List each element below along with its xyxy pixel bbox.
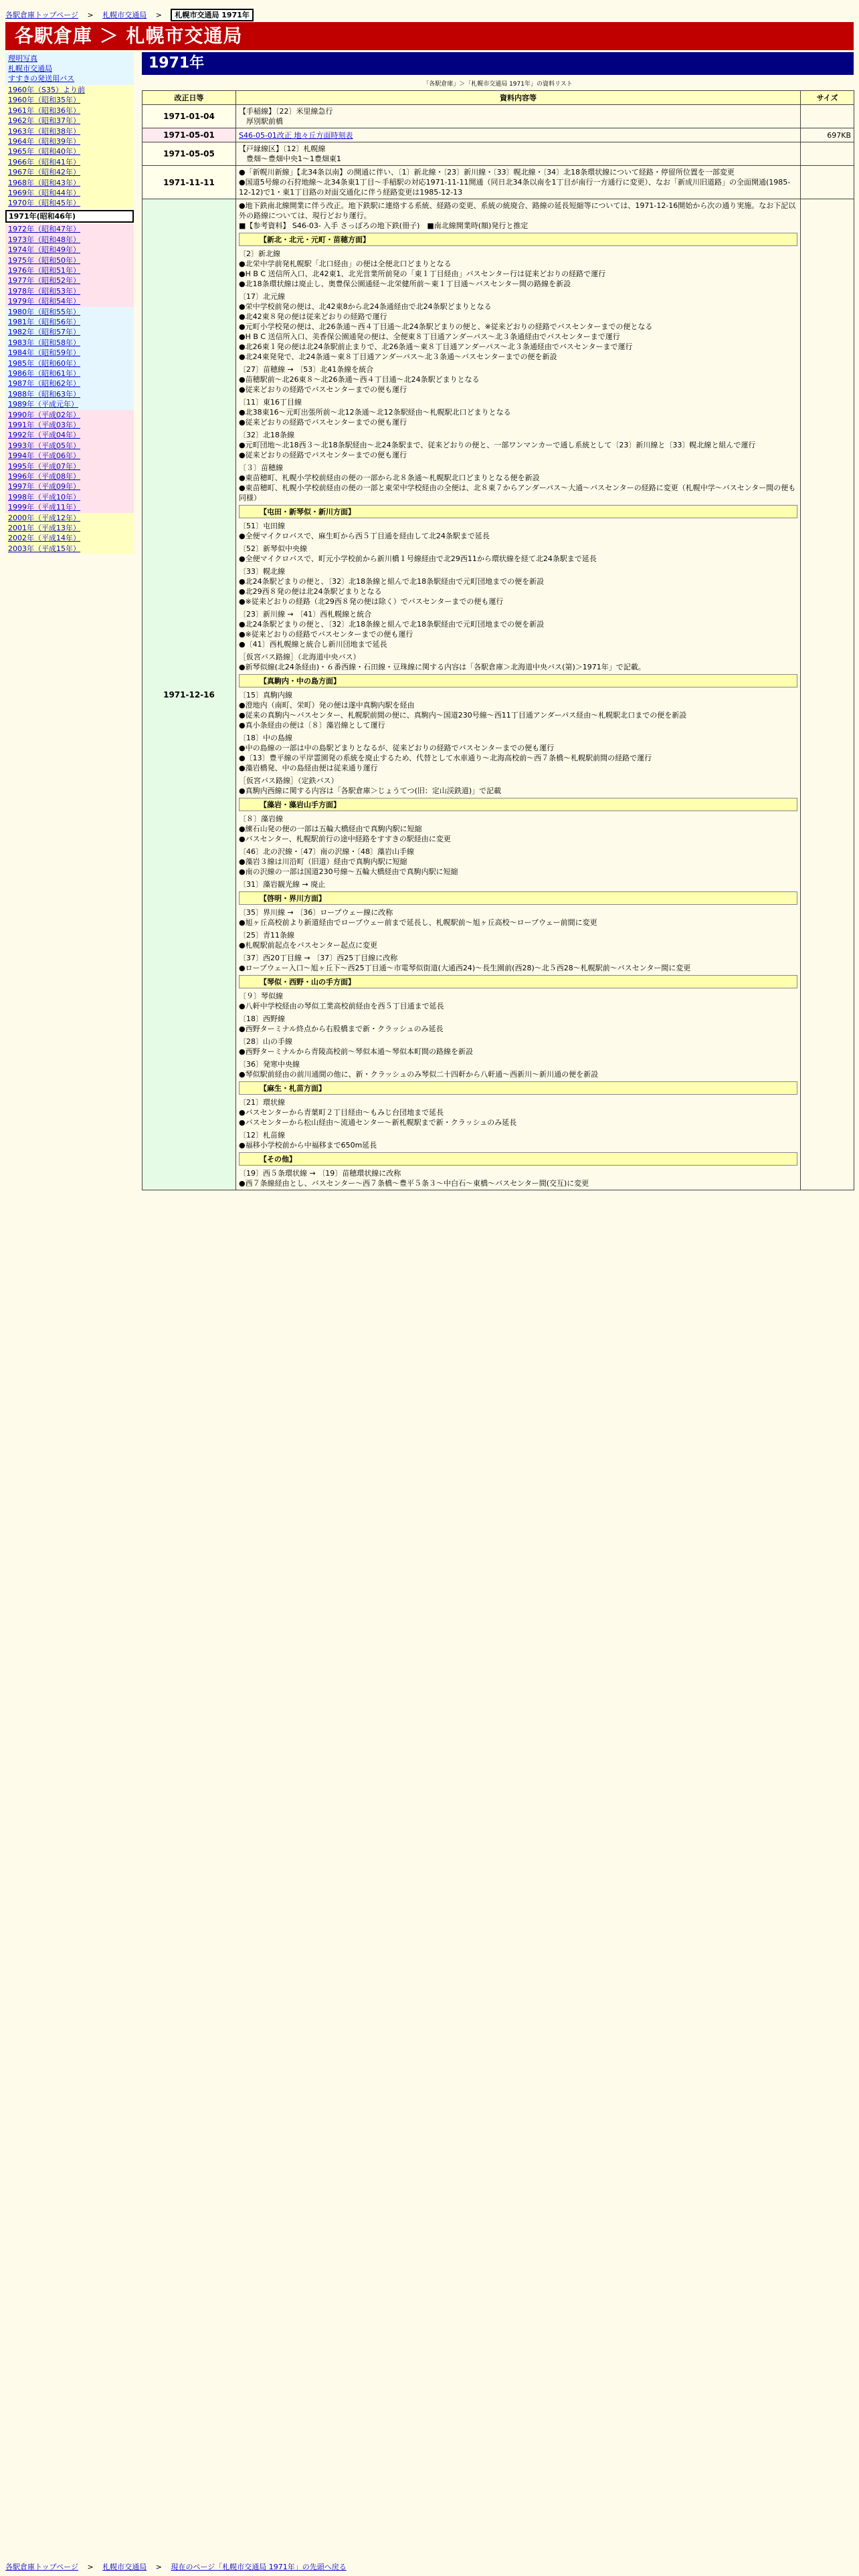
header-content: 資料内容等 [236,91,801,105]
sidebar-year-item [5,327,134,337]
route-detail: ●北26東１発の便は北24条駅前止まりで、北26条通〜東８丁目通アンダーパス〜北３条通経由でバスセンターまで運行 [239,342,633,351]
row-size: 697KB [801,128,854,142]
footer-parent-link[interactable]: 札幌市交通局 [102,2563,147,2571]
route-name: 〔2〕新北線 [239,249,280,258]
route-name: 〔18〕中の島線 [239,734,292,742]
route-detail: ●バスセンターから松山経由〜流通センター〜新札幌駅まで新・クラッシュのみ延長 [239,1118,517,1127]
intro-line: ●地下鉄南北線開業に伴う改正。地下鉄駅に連絡する系統、経路の変更、系統の統廃合、路線の延長短縮等については、1971-12-16開始から次の通り実施。なお下記以外の路線については、現行どおり運行。 [239,201,796,220]
route-detail: ●福移小学校前から中福移まで650m延長 [239,1141,377,1150]
sidebar-year-item [5,420,134,430]
route-name: ［仮宮バス路線］（定鉄バス） [239,776,339,785]
route-detail: ●従来どおりの経路でバスセンターまでの便も運行 [239,418,407,427]
route-name: 〔19〕西５条環状線 → 〔19〕苗穂環状線に改称 [239,1169,401,1178]
sidebar-year-item [5,188,134,198]
sidebar-year-link[interactable]: 2000年（平成12年） [8,513,80,522]
sidebar-year-item [5,276,134,286]
sidebar-year-item [5,146,134,156]
sidebar-year-item [5,95,134,105]
sidebar-year-item [5,348,134,358]
row-content [236,105,801,128]
sidebar-year-item [5,430,134,440]
route-name: 〔31〕藻岩観光線 → 廃止 [239,880,326,889]
sidebar-year-link[interactable]: 1970年（昭和45年） [8,199,80,208]
content-line: 【手稲線】〔22〕米里線急行 [239,107,333,116]
route-name: 〔15〕真駒内線 [239,691,292,700]
content-line: ●「新幌川新線」【北34条以南】の開通に伴い、〔1〕新北線・〔23〕新川線・〔33〕幌北線・〔34〕北18条環状線について経路・停留所位置を一部変更 [239,168,735,177]
table-row [142,142,854,166]
breadcrumb [5,9,254,20]
sidebar-year-item [5,178,134,188]
sidebar-year-link[interactable]: 1960年（S35）より前 [8,86,85,94]
sidebar-year-item [5,126,134,136]
section-heading: 【真駒内・中の島方面】 [239,674,797,687]
route-detail: ●真駒内西線に関する内容は「各駅倉庫＞じょうてつ(旧：定山渓鉄道)」で記載 [239,786,502,795]
sidebar-year-link[interactable]: 1978年（昭和53年） [8,286,80,296]
sidebar-year-link[interactable]: 1995年（平成07年） [8,461,80,471]
sidebar-year-link[interactable]: 1976年（昭和51年） [8,265,80,275]
page-title: 各駅倉庫 ＞ 札幌市交通局 [15,25,243,47]
sidebar-year-item [5,317,134,327]
breadcrumb-parent-link[interactable]: 札幌市交通局 [102,11,147,19]
route-detail: ●旭ヶ丘高校前より新道経由でロープウェー前まで延長し、札幌駅前〜旭ヶ丘高校〜ロープウェー前間に変更 [239,918,597,927]
route-detail: ●ロープウェー入口〜旭ヶ丘下〜西25丁目通〜市電琴似街道(大通西24)〜長生園前(西28)〜北５西28〜札幌駅前〜バスセンター間に変更 [239,964,691,972]
footer-breadcrumb [5,2561,347,2572]
sidebar-year-link[interactable]: 2001年（平成13年） [8,524,80,533]
sidebar-year-item [5,368,134,379]
route-name: 〔８〕藻岩線 [239,815,283,823]
sidebar-year-link[interactable]: 1983年（昭和58年） [8,338,80,347]
sidebar-year-item [5,513,134,523]
route-name: 〔36〕発寒中央線 [239,1060,300,1069]
route-detail: ●東苗穂町、札幌小学校前経由の便の一部から北８条通〜札幌駅北口どまりとなる便を新設 [239,473,540,482]
sidebar-year-link[interactable]: 1985年（昭和60年） [8,358,80,368]
route-detail: ●南の沢線の一部は国道230号線〜五輪大橋経由で真駒内駅に短縮 [239,867,458,876]
route-name: ［仮宮バス路線］（北海道中央バス） [239,653,361,661]
content-line: 厚別駅前橋 [239,117,283,126]
sidebar-year-current: 1971年(昭和46年) [5,210,134,223]
sidebar-year-item [5,224,134,234]
route-detail: ●H B C 送信所入口、北42東1、北光営業所前発の「東１丁目経由」バスセンター行は従来どおりの経路で運行 [239,270,606,278]
sidebar-year-link[interactable]: 1974年（昭和49年） [8,245,80,255]
route-detail: ●澄地内（南町、栄町）発の便は遂中真駒内駅を経由 [239,701,415,710]
row-size [801,166,854,199]
section-heading: 【その他】 [239,1152,797,1166]
sidebar [5,52,134,554]
row-date: 1971-01-04 [142,105,236,128]
sidebar-year-item [5,471,134,481]
sidebar-year-item [5,245,134,255]
sidebar-year-link[interactable]: 1994年（平成06年） [8,451,80,461]
data-table [142,90,854,1190]
route-name: 〔52〕新琴似中央線 [239,544,307,553]
route-name: 〔27〕苗穂線 → 〔53〕北41条線を統合 [239,365,374,374]
breadcrumb-home-link[interactable]: 各駅倉庫トップページ [5,11,79,19]
route-detail: ●西７条線経由とし、バスセンター〜西７条橋〜豊平５条３〜中白石〜東橋〜バスセンター間(交互)に変更 [239,1179,589,1188]
sidebar-year-link[interactable]: 1972年（昭和47年） [8,225,80,234]
sidebar-year-link[interactable]: 1964年（昭和39年） [8,137,80,146]
route-name: 〔３〕苗穂線 [239,463,283,472]
route-detail: ●従来の真駒内〜バスセンター、札幌駅前間の便に、真駒内〜国道230号線〜西11丁目通アンダーパス経由〜札幌駅北口までの便を新設 [239,711,687,720]
sidebar-year-item [5,106,134,116]
sidebar-year-link[interactable]: 1961年（昭和36年） [8,106,80,115]
section-heading: 【麻生・札苗方面】 [239,1081,797,1095]
sidebar-year-link[interactable]: 1977年（昭和52年） [8,276,80,286]
section-heading: 【新北・北元・元町・苗穂方面】 [239,233,797,246]
sidebar-year-link[interactable]: 1981年（昭和56年） [8,317,80,326]
section-heading: 【啓明・界川方面】 [239,891,797,905]
sidebar-year-item [5,451,134,461]
sidebar-year-item [5,544,134,554]
route-detail: ●北29西８発の便は北24条駅どまりとなる [239,587,382,596]
sidebar-year-link[interactable]: 1966年（昭和41年） [8,157,80,167]
sidebar-year-item [5,235,134,245]
route-detail: ●北42東８発の便は従来どおりの経路で運行 [239,312,387,321]
header-size: サイズ [801,91,854,105]
sidebar-year-link[interactable]: 1989年（平成元年） [8,400,78,409]
sidebar-year-link[interactable]: 1992年（平成04年） [8,431,80,440]
route-detail: ●練石山発の便の一部は五輪大橋経由で真駒内駅に短縮 [239,825,422,833]
content-line: 豊畑〜豊畑中央1〜1豊畑東1 [239,154,341,163]
route-detail: ●〔41〕西札幌線と統合し新川団地まで延長 [239,640,387,649]
route-detail: ●北18条環状線は廃止し、奥豊保公園通経〜北栄健所前〜東１丁目通〜バスセンター間の路線を新設 [239,280,571,288]
sidebar-year-item [5,167,134,177]
row-size [801,199,854,1190]
breadcrumb-separator: > [87,11,94,19]
sidebar-year-link[interactable]: 1993年（平成05年） [8,441,80,450]
sidebar-year-item [5,157,134,167]
route-detail: ●北24条駅どまりの便と、〔32〕北18条線と組んで北18条駅経由で元町団地までの便を新設 [239,620,545,629]
page-title-bar [5,22,854,50]
route-detail: ●バスセンターから青葉町２丁目経由〜もみじ台団地まで延長 [239,1108,444,1117]
sidebar-year-item [5,85,134,95]
sidebar-year-item [5,116,134,126]
route-name: 〔21〕環状線 [239,1098,285,1107]
table-row [142,166,854,199]
route-detail: ●西野ターミナル終点から右股橋まで新・クラッシュのみ延長 [239,1025,444,1033]
footer-home-link[interactable]: 各駅倉庫トップページ [5,2563,79,2571]
sidebar-year-item [5,441,134,451]
sidebar-year-item [5,461,134,471]
row-content [236,142,801,166]
route-detail: ●H B C 送信所入口、美香保公園通発の便は、全便東８丁目通アンダーパス〜北３条通経由でバスセンターまで運行 [239,332,620,341]
route-name: 〔32〕北18条線 [239,431,294,439]
sidebar-year-item [5,410,134,420]
sidebar-year-link[interactable]: 1969年（昭和44年） [8,189,80,198]
route-detail: ●八軒中学校経由の琴似工業高校前経由を西５丁目通まで延長 [239,1002,444,1010]
route-detail: ●※従来どおりの経路（北29西８発の便は除く）でバスセンターまでの便も運行 [239,597,504,606]
row-content [236,199,801,1190]
row-size [801,105,854,128]
sidebar-year-item [5,523,134,533]
sidebar-year-link[interactable]: 1990年（平成02年） [8,410,80,419]
year-heading: 1971年 [149,55,205,72]
year-heading-bar [142,52,854,75]
table-row [142,128,854,142]
row-content [236,166,801,199]
route-detail: ●全便マイクロバスで、町元小学校前から新川橋１号線経由で北29西11から環状線を経て北24条駅まで延長 [239,554,597,563]
sidebar-year-link[interactable]: 1963年（昭和38年） [8,126,80,136]
sidebar-year-item [5,307,134,317]
route-detail: ●北24東発発で、北24条通〜東８丁目通アンダーパス〜北３条通〜バスセンターまでの便を新設 [239,352,557,361]
sidebar-year-item [5,358,134,368]
sidebar-year-link[interactable]: 1962年（昭和37年） [8,116,80,126]
route-detail: ●札幌駅前起点をバスセンター起点に変更 [239,941,378,950]
route-name: 〔51〕屯田線 [239,522,285,530]
sidebar-year-link[interactable]: 1996年（平成08年） [8,472,80,481]
sidebar-year-link[interactable]: 1997年（平成09年） [8,482,80,492]
sidebar-links [5,52,134,85]
route-detail: ●真小条経由の便は〔８〕藻岩線として運行 [239,721,385,730]
sidebar-year-link[interactable]: 1968年（昭和43年） [8,178,80,187]
route-detail: ●元町団地〜北18西３〜北18条駅経由〜北24条駅まで、従来どおりの便と、一部ワンマンカーで通し系統として〔23〕新川線と〔33〕幌北線と組んで運行 [239,441,756,449]
sidebar-year-link[interactable]: 2003年（平成15年） [8,544,80,553]
route-name: 〔33〕幌北線 [239,567,285,576]
route-detail: ●バスセンター、札幌駅前行の途中経路をすすきの駅経由に変更 [239,835,451,843]
route-name: 〔23〕新川線 → 〔41〕西札幌線と統合 [239,610,372,619]
sidebar-link[interactable]: すすきの発送用バス [8,74,75,83]
row-date: 1971-05-01 [142,128,236,142]
breadcrumb-separator: > [155,11,162,19]
table-row-big [142,199,854,1190]
route-detail: ●栄中学校前発の便は、北42東8から北24条通経由で北24条駅どまりとなる [239,302,492,311]
sidebar-year-link[interactable]: 1999年（平成11年） [8,503,80,512]
sidebar-year-link[interactable]: 1960年（昭和35年） [8,96,80,105]
route-detail: ●北24条駅どまりの便と、〔32〕北18条線と組んで北18条駅経由で元町団地までの便を新設 [239,577,545,586]
sidebar-year-link[interactable]: 1984年（昭和59年） [8,348,80,358]
sidebar-year-list [5,85,134,554]
sidebar-year-link[interactable]: 1973年（昭和48年） [8,235,80,244]
back-to-top-link[interactable]: 現在のページ「札幌市交通局 1971年」の先頭へ戻る [171,2563,347,2571]
row-date: 1971-05-05 [142,142,236,166]
route-name: 〔18〕西野線 [239,1014,285,1023]
sidebar-link[interactable]: 理明写真 [8,54,37,63]
route-name: 〔37〕西20丁目線 → 〔37〕西25丁目線に改称 [239,954,398,962]
sidebar-year-item [5,136,134,146]
section-heading: 【琴似・西野・山の手方面】 [239,975,797,988]
sidebar-year-item [5,379,134,389]
sidebar-year-link[interactable]: 1991年（平成03年） [8,421,80,429]
route-name: 〔11〕東16丁目線 [239,398,302,407]
timetable-link[interactable]: S46-05-01改正 地々丘方面時刻表 [239,131,353,140]
route-name: 〔35〕界川線 → 〔36〕ロープウェー線に改称 [239,908,393,917]
route-detail: ●元町小学校発の便は、北26条通〜西４丁目通〜北24条駅どまりの便と、※従来どおりの経路でバスセンターまでの便となる [239,322,653,331]
route-detail: ●西野ターミナルから青陵高校前〜琴似本通〜琴似本町間の路線を新設 [239,1047,474,1056]
intro-line: ■【参考資料】 S46-03- 入手 さっぽろの地下鉄(冊子) ■南北線開業時(額)発行と推定 [239,221,529,230]
sidebar-year-item [5,492,134,502]
route-name: 〔12〕札苗線 [239,1131,285,1140]
route-detail: ●〔13〕豊平線の平岸霊園発の系統を廃止するため、代替として水車通り〜北海高校前〜西７条橋〜札幌駅前間の経路で運行 [239,754,652,762]
header-date: 改正日等 [142,91,236,105]
route-detail: ●※従来どおりの経路でバスセンターまでの便も運行 [239,630,413,639]
footer-separator: > [155,2563,162,2571]
sidebar-year-link[interactable]: 1986年（昭和61年） [8,368,80,378]
sidebar-year-item [5,502,134,512]
sidebar-year-link[interactable]: 1982年（昭和57年） [8,328,80,337]
breadcrumb-current: 札幌市交通局 1971年 [171,9,253,21]
section-heading: 【屯田・新琴似・新川方面】 [239,505,797,518]
table-caption: 「各駅倉庫」＞「札幌市交通局 1971年」の資料リスト [423,81,573,88]
sidebar-year-link[interactable]: 1975年（昭和50年） [8,255,80,265]
route-detail: ●中の島線の一部は中の島駅どまりとなるが、従来どおりの経路でバスセンターまでの便も運行 [239,744,555,752]
route-detail: ●藻岩３線は川沿町（旧道）経由で真駒内駅に短縮 [239,857,407,866]
sidebar-year-item [5,265,134,276]
sidebar-year-item [5,286,134,296]
route-detail: ●藻岩橋発、中の島経由便は従来通り運行 [239,764,378,772]
route-detail: ●新琴似線(北24条経由)・６番西線・石田線・豆珠線に関する内容は「各駅倉庫＞北海道中央バス(第)＞1971年」で記載。 [239,663,646,671]
sidebar-year-link[interactable]: 1987年（昭和62年） [8,379,80,389]
row-content [236,128,801,142]
route-detail: ●従来どおりの経路でバスセンターまでの便も運行 [239,385,407,394]
sidebar-year-item [5,255,134,265]
sidebar-year-item [5,198,134,208]
sidebar-year-link[interactable]: 1988年（昭和63年） [8,389,80,399]
sidebar-year-link[interactable]: 1979年（昭和54年） [8,297,80,306]
row-date: 1971-11-11 [142,166,236,199]
route-name: 〔25〕青11条線 [239,931,294,940]
route-detail: ●北38東16〜元町出張所前〜北12条通〜北12条駅経由〜札幌駅北口どまりとなる [239,408,511,417]
sidebar-year-item [5,533,134,543]
row-size [801,142,854,166]
row-date: 1971-12-16 [142,199,236,1190]
route-detail: ●北栄中学前発札幌駅「北口経由」の便は全便北口どまりとなる [239,259,452,268]
sidebar-year-link[interactable]: 1967年（昭和42年） [8,168,80,177]
main-content [142,52,854,1190]
route-name: 〔46〕北の沢線・〔47〕南の沢線・〔48〕藻岩山手線 [239,847,414,856]
route-name: 〔９〕琴似線 [239,992,283,1000]
route-detail: ●琴似駅前経由の前川通間の他に、新・クラッシュのみ琴似二十四軒から八軒通〜西新川〜新川通の便を新設 [239,1070,599,1079]
sidebar-year-item [5,481,134,492]
sidebar-link[interactable]: 札幌市交通局 [8,64,52,73]
route-name: 〔17〕北元線 [239,292,285,301]
sidebar-year-item [5,389,134,399]
sidebar-year-item [5,399,134,409]
route-detail: ●全便マイクロバスで、麻生町から西５丁目通を経由して北24条駅まで延長 [239,532,490,540]
route-detail: ●従来どおりの経路でバスセンターまでの便も運行 [239,451,407,459]
sidebar-year-link[interactable]: 1998年（平成10年） [8,492,80,502]
sidebar-year-link[interactable]: 1980年（昭和55年） [8,307,80,316]
sidebar-year-item [5,338,134,348]
content-line: 【戸縁線区】〔12〕札幌線 [239,144,326,153]
footer-separator: > [87,2563,94,2571]
sidebar-year-link[interactable]: 2002年（平成14年） [8,534,80,543]
route-name: 〔28〕山の手線 [239,1037,292,1046]
table-row [142,105,854,128]
table-header-row [142,91,854,105]
sidebar-year-item [5,296,134,306]
route-detail: ●東苗穂町、札幌小学校前経由の便の一部と東栄中学校経由の全便は、北８東７からアンダーパス〜大通〜バスセンターの経路に変更（札幌中学〜バスセンター間の便も同様） [239,484,796,502]
route-detail: ●苗穂駅前〜北26東８〜北26条通〜西４丁目通〜北24条駅どまりとなる [239,375,480,384]
content-line: ●国道5号線の石狩地線〜北34条東1丁目〜手稲駅の対応1971-11-11開通（同日北34条以南を1丁目が南行一方通行に変更）、なお「新成川旧道路」の全面開通(1985-12-12)で1・東1丁目路の対面交通化に伴う経路変更は1985-12-13 [239,178,791,197]
sidebar-year-link[interactable]: 1965年（昭和40年） [8,147,80,156]
section-heading: 【藻岩・藻岩山手方面】 [239,798,797,811]
